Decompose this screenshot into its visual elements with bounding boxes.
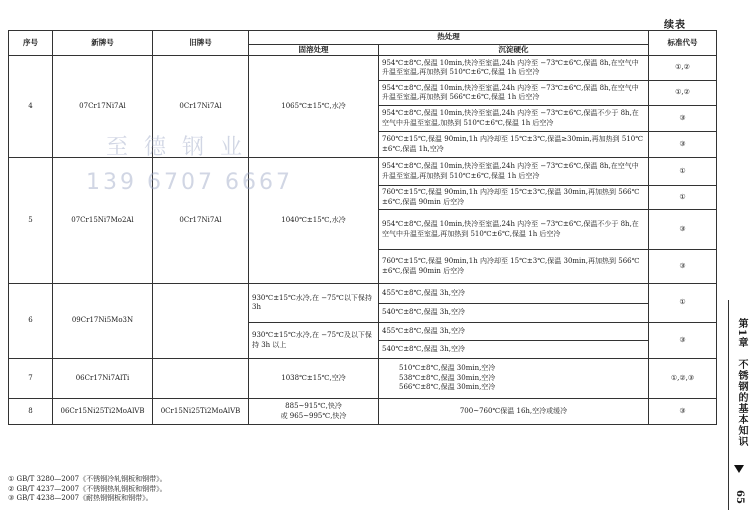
standard-cell: ①,②: [649, 56, 717, 81]
aging-cell: 700~760℃保温 16h,空冷或缓冷: [379, 399, 649, 425]
standard-cell: ①,②,③: [649, 359, 717, 399]
old-grade-cell: 0Cr17Ni7Al: [153, 158, 249, 284]
header-seq: 序号: [9, 31, 53, 56]
footnote: ③ GB/T 4238—2007《耐热钢钢板和钢带》。: [8, 494, 153, 502]
aging-cell: 540℃±8℃,保温 3h,空冷: [379, 341, 649, 359]
aging-cell: 760℃±15℃,保温 90min,1h 内冷却至 15℃±3℃,保温 30min,再加热到 566℃±6℃,保温 90min 后空冷: [379, 250, 649, 284]
aging-cell: 954℃±8℃,保温 10min,快冷至室温,24h 内冷至 −73℃±6℃,保温不少于 8h,在空气中升温至室温,加热到 510℃±6℃,保温 1h 后空冷: [379, 106, 649, 132]
new-grade-cell: 07Cr15Ni7Mo2Al: [53, 158, 153, 284]
seq-cell: 7: [9, 359, 53, 399]
standard-cell: ③: [649, 106, 717, 132]
header-solution: 固溶处理: [249, 45, 379, 56]
aging-line: 538℃±8℃,保温 30min,空冷: [399, 373, 496, 382]
seq-cell: 8: [9, 399, 53, 425]
watermark-phone: 139 6707 6667: [86, 170, 293, 195]
aging-cell: 455℃±8℃,保温 3h,空冷: [379, 284, 649, 304]
table-row: [9, 284, 717, 304]
footnote: ① GB/T 3280—2007《不锈钢冷轧钢板和钢带》。: [8, 475, 167, 483]
solution-cell: 1040℃±15℃,水冷: [249, 158, 379, 284]
continuation-label: 续表: [664, 20, 686, 31]
solution-line: 或 965~995℃,快冷: [280, 411, 347, 420]
old-grade-cell: 0Cr15Ni25Ti2MoAlVB: [153, 399, 249, 425]
aging-cell: 540℃±8℃,保温 3h,空冷: [379, 304, 649, 323]
new-grade-cell: 07Cr17Ni7Al: [53, 56, 153, 158]
header-aging: 沉淀硬化: [379, 45, 649, 56]
solution-cell: [249, 399, 379, 425]
standard-cell: ③: [649, 323, 717, 359]
solution-cell: 930℃±15℃水冷,在 −75℃以下保持 3h: [249, 284, 379, 323]
page-number: 65: [734, 490, 745, 504]
old-grade-cell: [153, 284, 249, 359]
standard-cell: ③: [649, 399, 717, 425]
aging-cell: 954℃±8℃,保温 10min,快冷至室温,24h 内冷至 −73℃±6℃,保温 8h,在空气中升温至室温,再加热到 510℃±6℃,保温 1h 后空冷: [379, 158, 649, 186]
standard-cell: ③: [649, 250, 717, 284]
solution-cell: 1038℃±15℃,空冷: [249, 359, 379, 399]
aging-cell: [379, 359, 649, 399]
table-row: [9, 56, 717, 81]
solution-line: 885~915℃,快冷: [285, 402, 342, 411]
aging-cell: 760℃±15℃,保温 90min,1h 内冷却至 15℃±3℃,保温≥30min,再加热到 510℃±6℃,保温 1h,空冷: [379, 132, 649, 158]
watermark-company: 至德钢业: [106, 135, 259, 160]
solution-cell: 1065℃±15℃,水冷: [249, 56, 379, 158]
old-grade-cell: [153, 359, 249, 399]
seq-cell: 5: [9, 158, 53, 284]
solution-cell: 930℃±15℃水冷,在 −75℃及以下保持 3h 以上: [249, 323, 379, 359]
standard-cell: ①: [649, 284, 717, 323]
aging-cell: 455℃±8℃,保温 3h,空冷: [379, 323, 649, 341]
triangle-marker-icon: [734, 465, 744, 473]
aging-line: 510℃±8℃,保温 30min,空冷: [399, 364, 496, 373]
seq-cell: 6: [9, 284, 53, 359]
footnote: ② GB/T 4237—2007《不锈钢热轧钢板和钢带》。: [8, 484, 167, 493]
chapter-title: 第1章 不锈钢的基本知识: [736, 318, 747, 447]
aging-line: 566℃±8℃,保温 30min,空冷: [399, 383, 496, 392]
new-grade-cell: 09Cr17Ni5Mo3N: [53, 284, 153, 359]
new-grade-cell: 06Cr15Ni25Ti2MoAlVB: [53, 399, 153, 425]
header-standard: 标准代号: [649, 31, 717, 56]
aging-cell: 760℃±15℃,保温 90min,1h 内冷却至 15℃±3℃,保温 30min,再加热到 566℃±6℃,保温 90min 后空冷: [379, 186, 649, 210]
new-grade-cell: 06Cr17Ni7AlTi: [53, 359, 153, 399]
standard-cell: ③: [649, 210, 717, 250]
table-row: [9, 399, 717, 425]
standard-cell: ①: [649, 158, 717, 186]
aging-cell: 954℃±8℃,保温 10min,快冷至室温,24h 内冷至 −73℃±6℃,保温 8h,在空气中升温至室温,再加热到 566℃±6℃,保温 1h 后空冷: [379, 81, 649, 106]
footnotes: [8, 475, 167, 504]
old-grade-cell: 0Cr17Ni7Al: [153, 56, 249, 158]
standard-cell: ③: [649, 132, 717, 158]
header-old-grade: 旧牌号: [153, 31, 249, 56]
aging-cell: 954℃±8℃,保温 10min,快冷至室温,24h 内冷至 −73℃±6℃,保温不少于 8h,在空气中升温至室温,再加热到 510℃±6℃,保温 1h 后空冷: [379, 210, 649, 250]
seq-cell: 4: [9, 56, 53, 158]
header-new-grade: 新牌号: [53, 31, 153, 56]
table-row: [9, 158, 717, 186]
standard-cell: ①,②: [649, 81, 717, 106]
heat-treatment-table: [8, 30, 717, 425]
standard-cell: ①: [649, 186, 717, 210]
header-heat-treatment: 热处理: [249, 31, 649, 45]
table-row: [9, 359, 717, 399]
aging-cell: 954℃±8℃,保温 10min,快冷至室温,24h 内冷至 −73℃±6℃,保温 8h,在空气中升温至室温,再加热到 510℃±6℃,保温 1h 后空冷: [379, 56, 649, 81]
